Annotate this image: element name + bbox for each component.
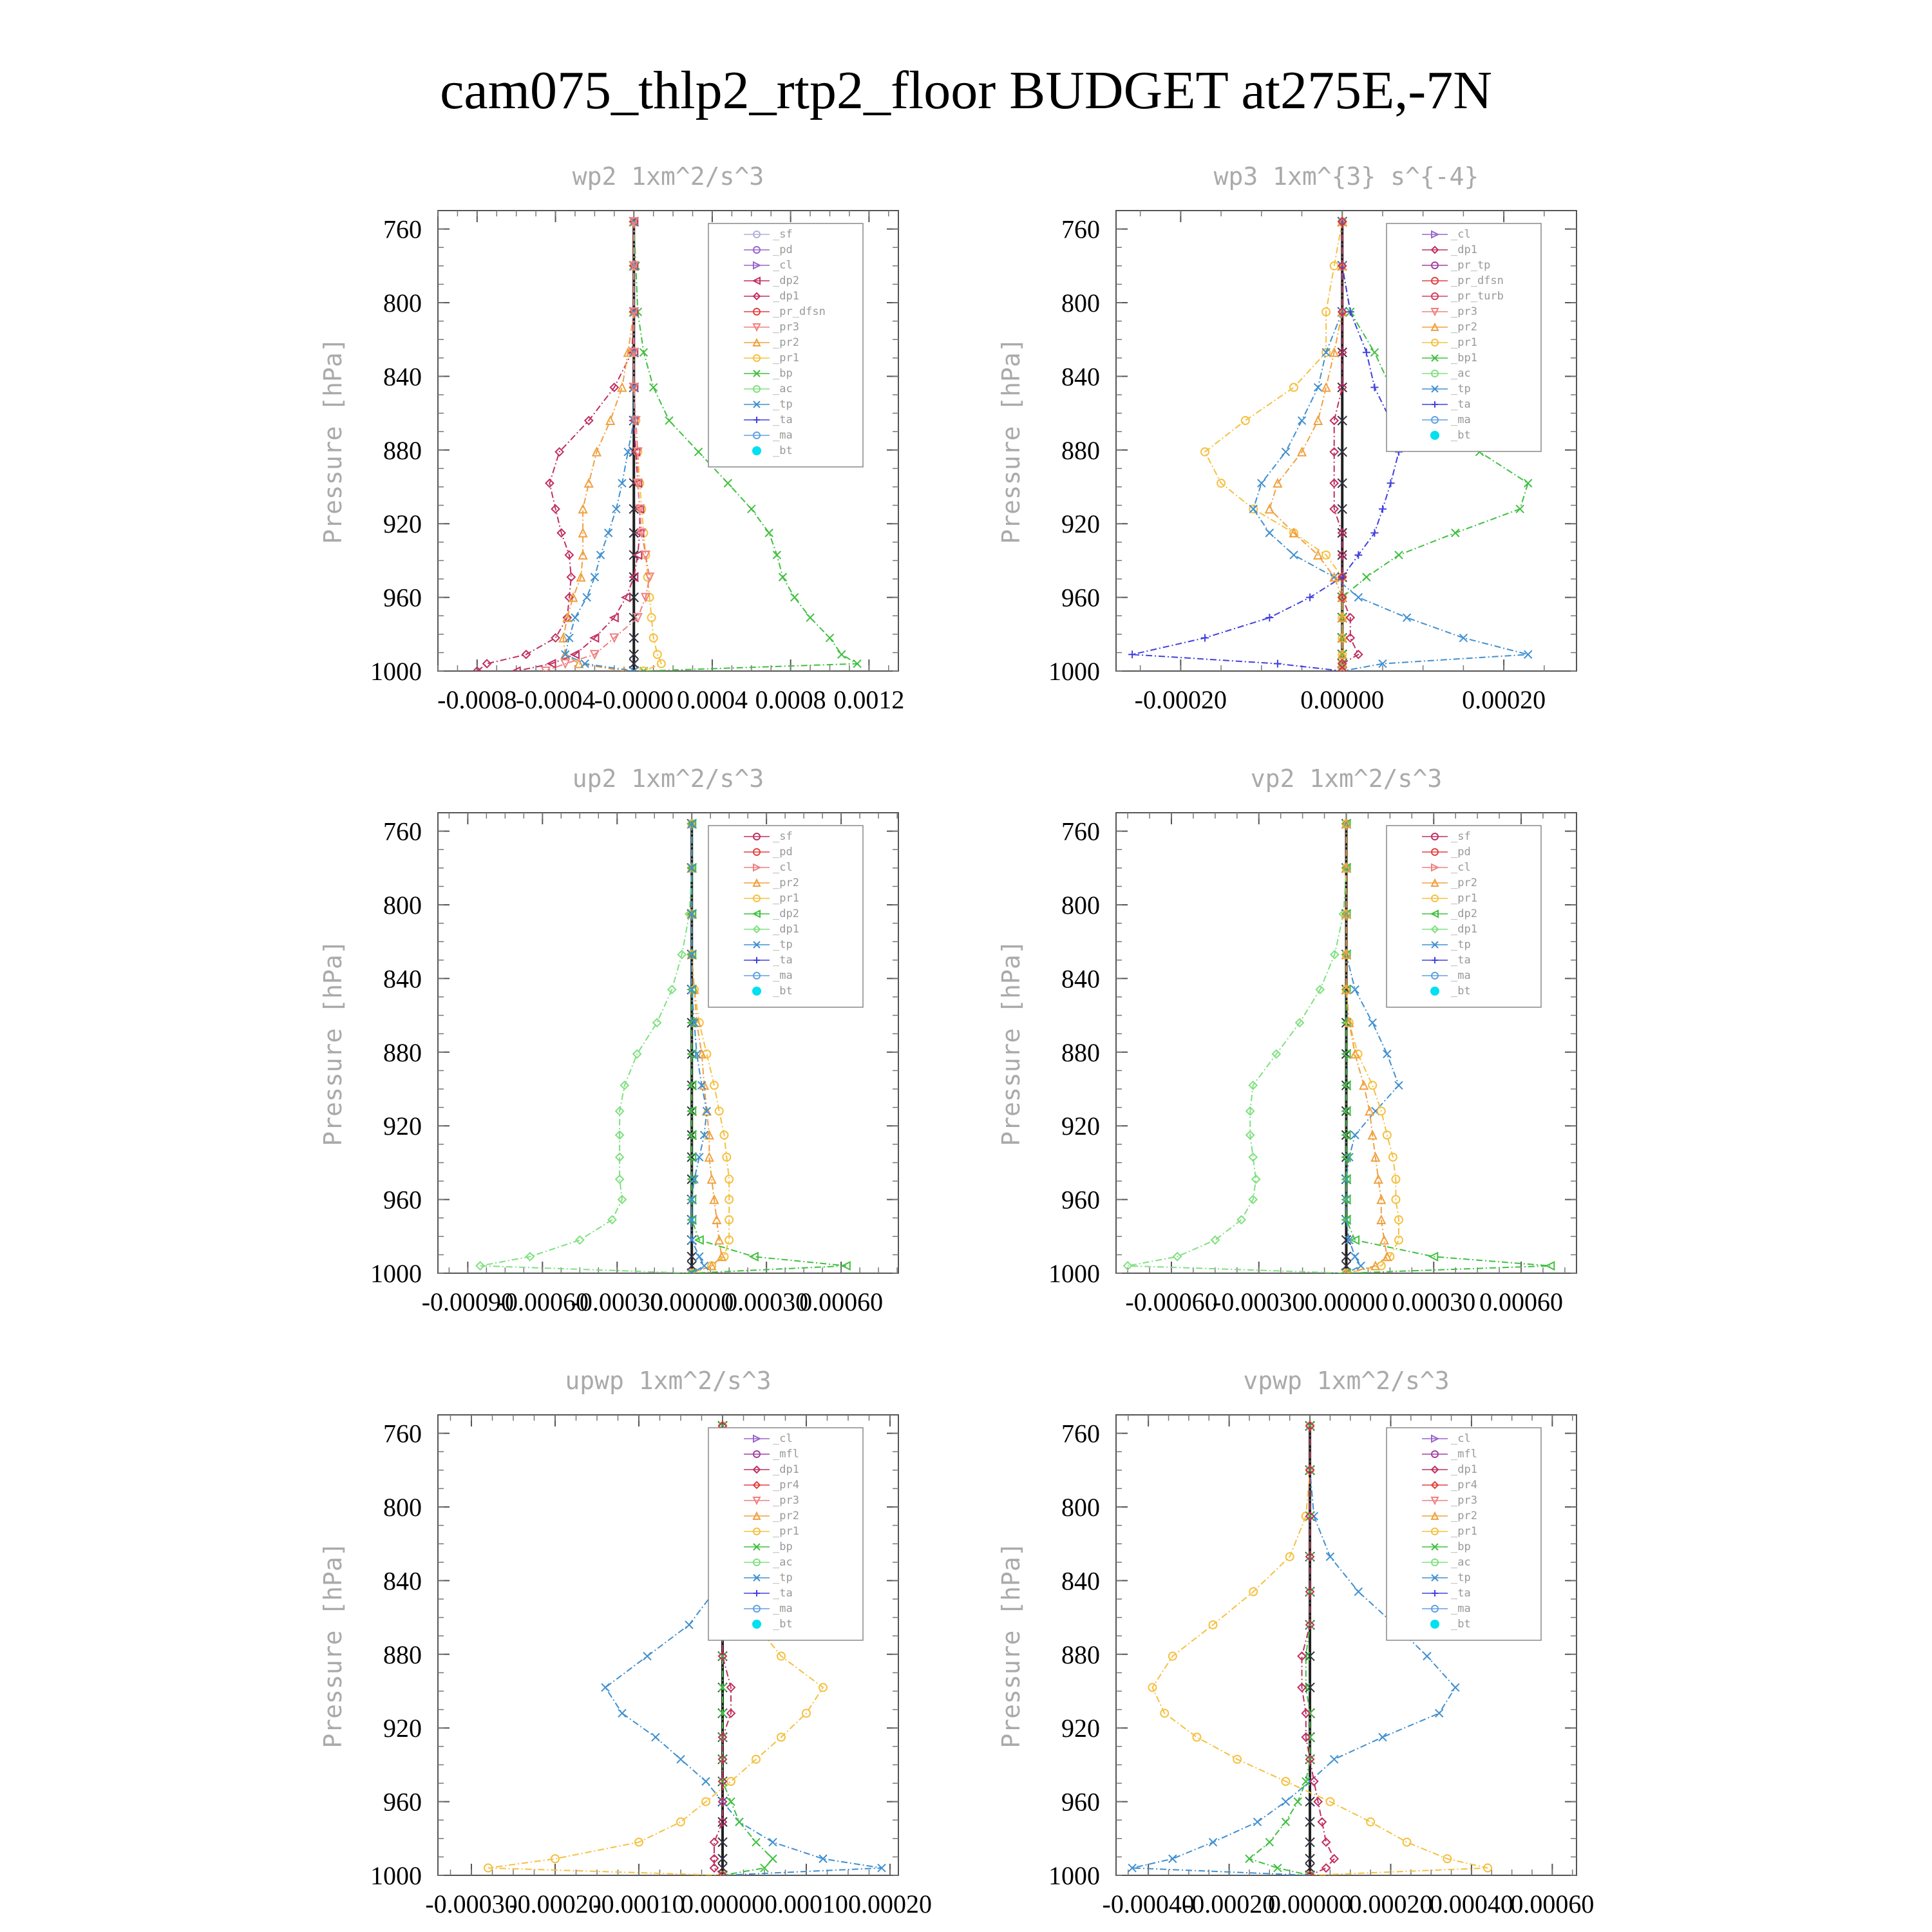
y-tick-label: 760 <box>383 214 422 244</box>
series-marker_pr1 <box>1367 1818 1374 1826</box>
y-tick-label: 1000 <box>370 657 422 686</box>
x-tick-label: 0.00000 <box>650 1287 734 1316</box>
y-tick-label: 840 <box>383 1566 422 1596</box>
legend-label: _pd <box>773 243 793 256</box>
y-tick-label: 840 <box>1061 362 1100 392</box>
legend-label: _ta <box>1451 954 1471 967</box>
series-marker_tp <box>1290 551 1298 559</box>
series-marker_bp <box>826 634 834 642</box>
x-tick-label: -0.00030 <box>1213 1287 1305 1316</box>
y-tick-label: 880 <box>1061 1640 1100 1669</box>
series-marker_dp1 <box>653 1019 661 1027</box>
series-line_dp1 <box>1128 824 1346 1273</box>
y-tick-label: 760 <box>1061 214 1100 244</box>
x-tick-label: 0.00020 <box>1462 685 1546 714</box>
y-tick-label: 760 <box>383 817 422 846</box>
legend-label: _dp2 <box>1451 907 1477 920</box>
legend-label: _cl <box>773 861 793 874</box>
series-marker_ta <box>1363 348 1370 356</box>
x-tick-label: 0.00030 <box>1392 1287 1476 1316</box>
series-marker_bp1 <box>1524 479 1532 487</box>
y-tick-label: 1000 <box>370 1861 422 1890</box>
y-tick-label: 960 <box>1061 583 1100 612</box>
series-marker_tp <box>591 573 598 581</box>
x-tick-label: 0.00000 <box>1268 1889 1352 1918</box>
series-marker_tp <box>1254 1818 1262 1826</box>
series-marker_bp <box>806 614 814 621</box>
series-marker_tp <box>1282 1798 1289 1806</box>
y-tick-label: 920 <box>383 509 422 539</box>
y-tick-label: 880 <box>383 435 422 465</box>
y-tick-label: 920 <box>1061 509 1100 539</box>
series-marker_tp <box>1331 1756 1338 1763</box>
legend-marker <box>1430 987 1439 996</box>
series-marker_pr1 <box>1368 1081 1376 1089</box>
y-axis-label: Pressure [hPa] <box>319 337 347 544</box>
legend-label: _dp1 <box>773 290 799 303</box>
legend-label: _tp <box>1451 383 1471 395</box>
legend-label: _cl <box>773 1432 793 1445</box>
x-tick-label: -0.00010 <box>592 1889 685 1918</box>
legend-label: _ma <box>1451 413 1471 426</box>
x-tick-label: -0.0008 <box>437 685 517 714</box>
panel-title: vp2 1xm^2/s^3 <box>1250 764 1443 793</box>
chart-panel-2 <box>997 162 1577 714</box>
series-marker_bp1 <box>1370 348 1378 356</box>
series-marker_pr2 <box>708 1175 715 1183</box>
series-marker_ta <box>1379 505 1387 513</box>
y-tick-label: 960 <box>383 583 422 612</box>
legend-label: _tp <box>1451 938 1471 951</box>
series-marker_bp <box>735 1818 743 1826</box>
series-line_pr2 <box>564 222 634 671</box>
series-marker_tp <box>677 1756 685 1763</box>
series-line_tp <box>692 824 706 1273</box>
legend-label: _pr4 <box>1451 1479 1477 1492</box>
y-tick-label: 800 <box>383 1493 422 1522</box>
y-tick-label: 880 <box>1061 1037 1100 1067</box>
legend-label: _dp1 <box>773 923 799 936</box>
legend-label: _pr_turb <box>1451 290 1504 303</box>
legend-label: _sf <box>773 830 793 843</box>
series-marker_bp <box>724 479 732 487</box>
series-marker_tp <box>1265 529 1273 537</box>
legend-label: _ta <box>773 413 793 426</box>
x-tick-label: -0.00030 <box>425 1889 518 1918</box>
y-tick-label: 1000 <box>1048 1259 1100 1288</box>
series-marker_pr2 <box>1314 417 1322 424</box>
series-marker_tp <box>643 1653 651 1660</box>
y-tick-label: 1000 <box>1048 1861 1100 1890</box>
x-tick-label: 0.00000 <box>1300 685 1385 714</box>
series-marker_bp <box>791 594 799 601</box>
legend-label: _bp <box>773 1540 793 1553</box>
legend-marker <box>752 1620 761 1629</box>
series-marker_tp <box>1351 1132 1359 1139</box>
legend-label: _ma <box>773 969 793 982</box>
series-line_ta <box>1132 222 1399 671</box>
legend-label: _ma <box>1451 1602 1471 1615</box>
legend-label: _pr2 <box>1451 876 1477 889</box>
series-marker_pr1 <box>1242 417 1249 424</box>
legend-label: _pr4 <box>773 1479 799 1492</box>
legend-label: _pr1 <box>1451 892 1477 905</box>
series-marker_tp <box>1169 1855 1177 1862</box>
legend-label: _pd <box>773 846 793 858</box>
series-marker_bp <box>727 1798 735 1806</box>
series-line_tp <box>565 222 634 671</box>
series-marker_tp <box>618 1709 626 1717</box>
legend-label: _bp1 <box>1451 352 1477 365</box>
x-tick-label: -0.0000 <box>594 685 674 714</box>
y-tick-label: 880 <box>383 1640 422 1669</box>
legend-label: _pr1 <box>773 892 799 905</box>
panel-title: upwp 1xm^2/s^3 <box>565 1367 772 1395</box>
x-tick-label: -0.00090 <box>421 1287 515 1316</box>
legend-label: _ta <box>773 954 793 967</box>
series-marker_bp <box>1245 1855 1253 1862</box>
legend-label: _sf <box>773 228 793 241</box>
series-marker_tp <box>1282 448 1289 456</box>
series-line_pr1 <box>1205 222 1342 671</box>
legend-label: _mfl <box>773 1448 799 1461</box>
y-tick-label: 800 <box>1061 1493 1100 1522</box>
series-marker_bp <box>665 417 673 424</box>
legend-label: _pr3 <box>773 1494 799 1507</box>
series-marker_tp <box>601 1683 609 1691</box>
legend-marker <box>752 446 761 455</box>
x-tick-label: -0.00020 <box>1134 685 1227 714</box>
series-marker_dp1 <box>576 1236 583 1244</box>
panel-title: up2 1xm^2/s^3 <box>572 764 764 793</box>
series-marker_tp <box>1459 634 1467 642</box>
series-marker_tp <box>1249 505 1257 513</box>
series-marker_ta <box>1387 479 1394 487</box>
legend-label: _pr_dfsn <box>773 305 826 318</box>
x-tick-label: 0.00000 <box>681 1889 764 1918</box>
y-tick-label: 840 <box>383 362 422 392</box>
series-marker_tp <box>1395 1081 1403 1089</box>
legend-marker <box>752 987 761 996</box>
series-marker_ta <box>1201 634 1209 642</box>
legend-label: _dp1 <box>1451 1463 1477 1476</box>
series-line_dp2 <box>516 222 640 671</box>
legend-label: _pr3 <box>1451 305 1477 318</box>
legend-label: _dp2 <box>773 274 799 287</box>
series-marker_tp <box>1435 1709 1443 1717</box>
series-marker_tp <box>702 1777 710 1785</box>
x-tick-label: 0.00060 <box>1510 1889 1595 1918</box>
series-marker_tp <box>696 1253 703 1260</box>
legend-label: _bt <box>773 1618 793 1631</box>
legend-marker <box>1430 1620 1439 1629</box>
series-marker_bp <box>765 529 773 537</box>
legend-label: _bt <box>1451 1618 1471 1631</box>
legend-label: _pr2 <box>773 336 799 349</box>
x-tick-label: 0.00020 <box>848 1889 932 1918</box>
series-marker_bp1 <box>1452 529 1459 537</box>
legend-label: _pr_tp <box>1451 259 1491 272</box>
series-marker_tp <box>1326 1553 1334 1560</box>
y-tick-label: 800 <box>1061 289 1100 317</box>
chart-panel-3 <box>319 764 898 1316</box>
y-tick-label: 880 <box>383 1037 422 1067</box>
series-marker_tp <box>685 1621 693 1629</box>
legend-label: _ac <box>1451 367 1471 380</box>
legend-label: _dp1 <box>1451 923 1477 936</box>
chart-panel-5 <box>319 1367 932 1918</box>
series-marker_tp <box>1379 1734 1387 1741</box>
y-tick-label: 1000 <box>1048 657 1100 686</box>
series-marker_dp1 <box>552 634 560 642</box>
legend-label: _pr3 <box>1451 1494 1477 1507</box>
series-marker_bp <box>1294 1798 1302 1806</box>
series-marker_bp <box>1265 1839 1273 1846</box>
chart-panel-4 <box>997 764 1577 1316</box>
x-tick-label: 0.0012 <box>833 685 905 714</box>
legend-label: _pr1 <box>1451 1525 1477 1538</box>
series-marker_ta <box>1274 660 1282 668</box>
y-tick-label: 1000 <box>370 1259 422 1288</box>
x-tick-label: -0.0004 <box>515 685 596 714</box>
y-tick-label: 920 <box>383 1112 422 1141</box>
series-marker_tp <box>597 551 605 559</box>
legend-label: _bp <box>773 367 793 380</box>
y-tick-label: 800 <box>383 289 422 317</box>
y-tick-label: 960 <box>383 1185 422 1215</box>
x-tick-label: 0.00030 <box>724 1287 809 1316</box>
series-marker_bp1 <box>1395 551 1403 559</box>
series-marker_bp <box>779 573 786 581</box>
page-title: cam075_thlp2_rtp2_floor BUDGET at275E,-7N <box>440 61 1492 120</box>
x-tick-label: -0.00060 <box>496 1287 589 1316</box>
legend-label: _pr2 <box>773 1510 799 1522</box>
y-tick-label: 760 <box>1061 1419 1100 1448</box>
legend-label: _ac <box>773 383 793 395</box>
y-tick-label: 920 <box>1061 1714 1100 1743</box>
legend-label: _ta <box>773 1587 793 1600</box>
series-marker_tp <box>1354 1588 1362 1596</box>
x-tick-label: 0.00020 <box>1349 1889 1433 1918</box>
legend-label: _tp <box>773 398 793 411</box>
y-tick-label: 880 <box>1061 435 1100 465</box>
legend-label: _pr1 <box>773 352 799 365</box>
series-marker_pr2 <box>1265 505 1273 513</box>
legend-label: _bt <box>773 444 793 457</box>
legend-label: _tp <box>773 938 793 951</box>
series-marker_tp <box>1403 614 1411 621</box>
series-line_pr2 <box>1347 824 1387 1273</box>
y-axis-label: Pressure [hPa] <box>997 337 1025 544</box>
y-tick-label: 800 <box>1061 891 1100 920</box>
series-marker_ta <box>1370 384 1378 392</box>
series-marker_ta <box>1306 594 1314 601</box>
series-marker_pr1 <box>1403 1839 1411 1846</box>
legend-label: _sf <box>1451 830 1471 843</box>
x-tick-label: -0.00060 <box>1125 1287 1218 1316</box>
legend-label: _bt <box>1451 985 1471 998</box>
panel-title: wp2 1xm^2/s^3 <box>572 162 764 191</box>
series-marker_tp <box>1423 1653 1431 1660</box>
legend-label: _pr2 <box>1451 1510 1477 1522</box>
x-tick-label: 0.00010 <box>764 1889 848 1918</box>
series-marker_bp1 <box>1516 505 1524 513</box>
legend-label: _bt <box>1451 429 1471 442</box>
y-axis-label: Pressure [hPa] <box>319 940 347 1146</box>
chart-panel-6 <box>997 1367 1594 1918</box>
x-tick-label: 0.0008 <box>755 685 826 714</box>
series-marker_pr1 <box>1290 384 1298 392</box>
series-marker_tp <box>1452 1683 1459 1691</box>
series-marker_tp <box>605 529 612 537</box>
series-marker_ta <box>1128 650 1136 658</box>
legend-label: _dp1 <box>1451 243 1477 256</box>
series-line_bp <box>1249 1426 1310 1875</box>
legend-label: _ma <box>773 1602 793 1615</box>
x-tick-label: -0.00040 <box>1102 1889 1195 1918</box>
y-axis-label: Pressure [hPa] <box>997 1542 1025 1748</box>
series-marker_dp2 <box>1430 1253 1437 1260</box>
legend-label: _ma <box>1451 969 1471 982</box>
series-marker_tp <box>1383 1050 1391 1058</box>
legend-marker <box>1430 431 1439 440</box>
legend-label: _pr2 <box>773 876 799 889</box>
x-tick-label: -0.00020 <box>509 1889 601 1918</box>
legend-label: _ta <box>1451 398 1471 411</box>
x-tick-label: 0.00060 <box>1479 1287 1564 1316</box>
series-marker_pr2 <box>607 417 614 424</box>
series-marker_tp <box>1298 417 1306 424</box>
y-tick-label: 840 <box>1061 964 1100 994</box>
legend-label: _tp <box>773 1571 793 1584</box>
legend-label: _ac <box>1451 1556 1471 1569</box>
legend-label: _cl <box>773 259 793 272</box>
series-marker_pr1 <box>1193 1734 1200 1741</box>
series-marker_tp <box>1351 1253 1359 1260</box>
y-tick-label: 960 <box>383 1787 422 1817</box>
y-tick-label: 760 <box>383 1419 422 1448</box>
legend-label: _cl <box>1451 228 1471 241</box>
y-axis-label: Pressure [hPa] <box>319 1542 347 1748</box>
series-marker_tp <box>583 594 591 601</box>
legend-label: _pr2 <box>1451 321 1477 334</box>
x-tick-label: 0.00060 <box>799 1287 884 1316</box>
y-tick-label: 840 <box>383 964 422 994</box>
y-tick-label: 840 <box>1061 1566 1100 1596</box>
series-marker_bp <box>773 551 781 559</box>
series-marker_tp <box>1314 384 1322 392</box>
series-marker_bp <box>748 505 755 513</box>
x-tick-label: 0.00000 <box>1304 1287 1388 1316</box>
legend-label: _ta <box>1451 1587 1471 1600</box>
y-tick-label: 960 <box>1061 1787 1100 1817</box>
legend-label: _cl <box>1451 1432 1471 1445</box>
series-marker_bp <box>639 348 647 356</box>
series-marker_bp <box>769 1855 777 1862</box>
legend-label: _pr3 <box>773 321 799 334</box>
series-marker_pr1 <box>727 1777 735 1785</box>
x-tick-label: -0.00020 <box>1182 1889 1276 1918</box>
legend-label: _mfl <box>1451 1448 1477 1461</box>
y-tick-label: 960 <box>1061 1185 1100 1215</box>
series-marker_bp <box>695 448 703 456</box>
legend-label: _pd <box>1451 846 1471 858</box>
series-marker_bp1 <box>1363 573 1370 581</box>
legend-label: _ac <box>773 1556 793 1569</box>
series-line_dp1 <box>477 222 634 671</box>
series-marker_bp <box>838 650 846 658</box>
series-marker_tp <box>1368 1019 1376 1027</box>
x-tick-label: 0.0004 <box>676 685 748 714</box>
legend-label: _ma <box>773 429 793 442</box>
y-tick-label: 920 <box>383 1714 422 1743</box>
chart-panel-1 <box>319 162 904 714</box>
series-marker_tp <box>1357 1262 1365 1270</box>
series-marker_ta <box>1265 614 1273 621</box>
series-marker_tp <box>571 614 579 621</box>
x-tick-label: 0.00040 <box>1429 1889 1513 1918</box>
y-axis-label: Pressure [hPa] <box>997 940 1025 1146</box>
series-marker_tp <box>1209 1839 1217 1846</box>
legend-label: _bp <box>1451 1540 1471 1553</box>
legend-label: _tp <box>1451 1571 1471 1584</box>
series-marker_tp <box>1354 594 1362 601</box>
series-marker_dp1 <box>710 1839 718 1846</box>
legend-label: _pr_dfsn <box>1451 274 1504 287</box>
series-marker_pr1 <box>677 1818 685 1826</box>
legend-label: _dp1 <box>773 1463 799 1476</box>
series-marker_pr2 <box>618 384 626 392</box>
series-line_dp1 <box>480 824 692 1273</box>
series-marker_bp <box>650 384 658 392</box>
legend-label: _dp2 <box>773 907 799 920</box>
y-tick-label: 800 <box>383 891 422 920</box>
legend-label: _pr1 <box>773 1525 799 1538</box>
legend-label: _cl <box>1451 861 1471 874</box>
series-marker_bp <box>752 1839 760 1846</box>
series-marker_tp <box>652 1734 659 1741</box>
series-marker_tp <box>769 1839 777 1846</box>
series-marker_bp <box>1282 1818 1289 1826</box>
panel-title: wp3 1xm^{3} s^{-4} <box>1213 162 1479 191</box>
panel-title: vpwp 1xm^2/s^3 <box>1243 1367 1450 1395</box>
y-tick-label: 760 <box>1061 817 1100 846</box>
series-marker_dp1 <box>1322 1864 1330 1872</box>
series-line_pr2 <box>1269 222 1342 671</box>
series-marker_tp <box>1258 479 1265 487</box>
y-tick-label: 920 <box>1061 1112 1100 1141</box>
x-tick-label: -0.00030 <box>571 1287 663 1316</box>
series-marker_tp <box>1351 986 1359 994</box>
legend-label: _pr1 <box>1451 336 1477 349</box>
legend-label: _bt <box>773 985 793 998</box>
